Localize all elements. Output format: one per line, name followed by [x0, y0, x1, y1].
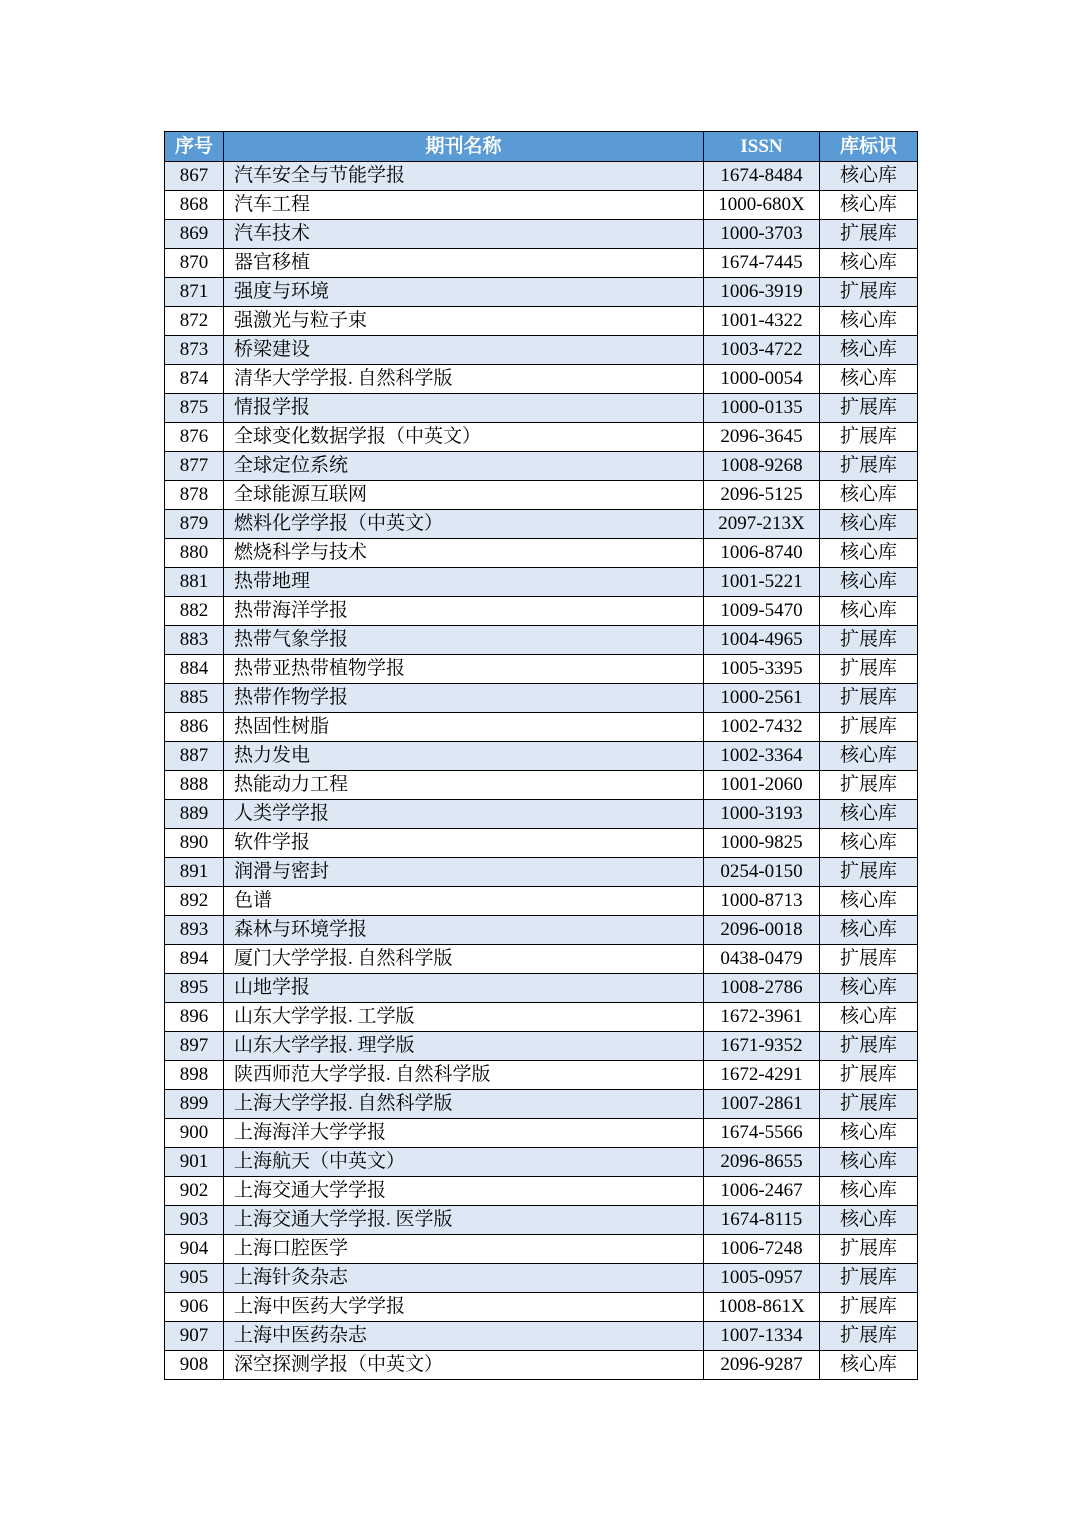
row-index: 881 — [165, 568, 224, 597]
row-library: 核心库 — [820, 597, 918, 626]
row-library: 核心库 — [820, 539, 918, 568]
row-index: 880 — [165, 539, 224, 568]
row-library: 核心库 — [820, 1148, 918, 1177]
row-index: 867 — [165, 162, 224, 191]
row-issn: 1002-3364 — [704, 742, 820, 771]
table-row — [165, 307, 918, 336]
row-index: 877 — [165, 452, 224, 481]
row-library: 核心库 — [820, 568, 918, 597]
row-issn: 1000-3703 — [704, 220, 820, 249]
row-issn: 1008-9268 — [704, 452, 820, 481]
row-journal-name: 上海交通大学学报 — [224, 1177, 704, 1206]
row-issn: 1001-4322 — [704, 307, 820, 336]
header-issn: ISSN — [704, 132, 820, 162]
table-row — [165, 771, 918, 800]
row-library: 扩展库 — [820, 684, 918, 713]
table-row — [165, 1148, 918, 1177]
row-journal-name: 全球定位系统 — [224, 452, 704, 481]
row-index: 901 — [165, 1148, 224, 1177]
table-row — [165, 394, 918, 423]
row-library: 扩展库 — [820, 394, 918, 423]
row-journal-name: 清华大学学报. 自然科学版 — [224, 365, 704, 394]
row-issn: 1001-5221 — [704, 568, 820, 597]
table-row — [165, 1235, 918, 1264]
row-index: 872 — [165, 307, 224, 336]
table-row — [165, 742, 918, 771]
row-library: 扩展库 — [820, 1322, 918, 1351]
row-issn: 1674-7445 — [704, 249, 820, 278]
row-journal-name: 深空探测学报（中英文） — [224, 1351, 704, 1380]
row-library: 扩展库 — [820, 220, 918, 249]
row-journal-name: 全球变化数据学报（中英文） — [224, 423, 704, 452]
row-issn: 1671-9352 — [704, 1032, 820, 1061]
row-index: 902 — [165, 1177, 224, 1206]
row-index: 897 — [165, 1032, 224, 1061]
row-journal-name: 山东大学学报. 工学版 — [224, 1003, 704, 1032]
row-journal-name: 热力发电 — [224, 742, 704, 771]
table-row — [165, 1119, 918, 1148]
table-row — [165, 1322, 918, 1351]
row-index: 900 — [165, 1119, 224, 1148]
table-row — [165, 336, 918, 365]
row-library: 核心库 — [820, 249, 918, 278]
row-journal-name: 上海交通大学学报. 医学版 — [224, 1206, 704, 1235]
row-library: 核心库 — [820, 800, 918, 829]
row-index: 873 — [165, 336, 224, 365]
header-index: 序号 — [165, 132, 224, 162]
row-library: 扩展库 — [820, 655, 918, 684]
row-issn: 1008-861X — [704, 1293, 820, 1322]
row-issn: 1007-2861 — [704, 1090, 820, 1119]
row-library: 核心库 — [820, 829, 918, 858]
table-row — [165, 800, 918, 829]
table-row — [165, 162, 918, 191]
row-index: 871 — [165, 278, 224, 307]
row-journal-name: 上海大学学报. 自然科学版 — [224, 1090, 704, 1119]
row-library: 扩展库 — [820, 945, 918, 974]
row-issn: 1000-9825 — [704, 829, 820, 858]
row-index: 889 — [165, 800, 224, 829]
row-index: 888 — [165, 771, 224, 800]
table-row — [165, 829, 918, 858]
table-row — [165, 945, 918, 974]
row-journal-name: 器官移植 — [224, 249, 704, 278]
row-journal-name: 上海中医药大学学报 — [224, 1293, 704, 1322]
table-row — [165, 1264, 918, 1293]
row-issn: 1000-3193 — [704, 800, 820, 829]
row-index: 899 — [165, 1090, 224, 1119]
row-issn: 2097-213X — [704, 510, 820, 539]
row-issn: 1006-7248 — [704, 1235, 820, 1264]
table-row — [165, 568, 918, 597]
table-row — [165, 626, 918, 655]
row-issn: 1006-3919 — [704, 278, 820, 307]
table-row — [165, 1090, 918, 1119]
row-library: 核心库 — [820, 887, 918, 916]
row-library: 扩展库 — [820, 626, 918, 655]
row-journal-name: 山地学报 — [224, 974, 704, 1003]
row-journal-name: 色谱 — [224, 887, 704, 916]
row-index: 904 — [165, 1235, 224, 1264]
table-row — [165, 423, 918, 452]
table-row — [165, 858, 918, 887]
row-index: 884 — [165, 655, 224, 684]
row-journal-name: 全球能源互联网 — [224, 481, 704, 510]
row-index: 894 — [165, 945, 224, 974]
row-journal-name: 润滑与密封 — [224, 858, 704, 887]
row-journal-name: 燃烧科学与技术 — [224, 539, 704, 568]
row-library: 扩展库 — [820, 1264, 918, 1293]
row-issn: 1000-0135 — [704, 394, 820, 423]
row-index: 885 — [165, 684, 224, 713]
row-index: 892 — [165, 887, 224, 916]
row-issn: 1004-4965 — [704, 626, 820, 655]
row-library: 核心库 — [820, 162, 918, 191]
table-row — [165, 974, 918, 1003]
row-journal-name: 上海中医药杂志 — [224, 1322, 704, 1351]
row-journal-name: 热带海洋学报 — [224, 597, 704, 626]
row-library: 扩展库 — [820, 1061, 918, 1090]
row-library: 核心库 — [820, 742, 918, 771]
table-row — [165, 655, 918, 684]
row-journal-name: 桥梁建设 — [224, 336, 704, 365]
table-header — [165, 132, 918, 162]
table-row — [165, 1177, 918, 1206]
row-index: 870 — [165, 249, 224, 278]
row-journal-name: 强度与环境 — [224, 278, 704, 307]
table-row — [165, 1003, 918, 1032]
row-journal-name: 软件学报 — [224, 829, 704, 858]
row-journal-name: 厦门大学学报. 自然科学版 — [224, 945, 704, 974]
row-journal-name: 热带作物学报 — [224, 684, 704, 713]
row-library: 扩展库 — [820, 452, 918, 481]
row-index: 879 — [165, 510, 224, 539]
row-library: 扩展库 — [820, 1090, 918, 1119]
header-row — [165, 132, 918, 162]
row-issn: 1672-4291 — [704, 1061, 820, 1090]
table-row — [165, 713, 918, 742]
row-issn: 1008-2786 — [704, 974, 820, 1003]
row-library: 扩展库 — [820, 771, 918, 800]
table-row — [165, 452, 918, 481]
row-library: 核心库 — [820, 1177, 918, 1206]
table-row — [165, 597, 918, 626]
row-library: 核心库 — [820, 1351, 918, 1380]
header-journal-name: 期刊名称 — [224, 132, 704, 162]
row-library: 核心库 — [820, 365, 918, 394]
row-issn: 2096-9287 — [704, 1351, 820, 1380]
row-journal-name: 人类学学报 — [224, 800, 704, 829]
row-journal-name: 强激光与粒子束 — [224, 307, 704, 336]
row-index: 875 — [165, 394, 224, 423]
table-row — [165, 887, 918, 916]
table-row — [165, 1351, 918, 1380]
row-issn: 1003-4722 — [704, 336, 820, 365]
row-index: 908 — [165, 1351, 224, 1380]
row-library: 核心库 — [820, 481, 918, 510]
row-library: 核心库 — [820, 307, 918, 336]
table-row — [165, 1061, 918, 1090]
table-row — [165, 220, 918, 249]
row-index: 905 — [165, 1264, 224, 1293]
row-journal-name: 上海口腔医学 — [224, 1235, 704, 1264]
row-issn: 1674-8115 — [704, 1206, 820, 1235]
row-index: 891 — [165, 858, 224, 887]
row-library: 扩展库 — [820, 713, 918, 742]
row-index: 886 — [165, 713, 224, 742]
row-library: 扩展库 — [820, 278, 918, 307]
table-row — [165, 1293, 918, 1322]
row-index: 882 — [165, 597, 224, 626]
row-library: 核心库 — [820, 1206, 918, 1235]
table-row — [165, 916, 918, 945]
table-row — [165, 510, 918, 539]
table-row — [165, 249, 918, 278]
row-journal-name: 情报学报 — [224, 394, 704, 423]
row-journal-name: 热固性树脂 — [224, 713, 704, 742]
row-journal-name: 上海针灸杂志 — [224, 1264, 704, 1293]
row-journal-name: 汽车安全与节能学报 — [224, 162, 704, 191]
table-body — [165, 162, 918, 1380]
table-row — [165, 684, 918, 713]
row-library: 核心库 — [820, 1119, 918, 1148]
row-issn: 1005-0957 — [704, 1264, 820, 1293]
row-issn: 1001-2060 — [704, 771, 820, 800]
row-journal-name: 山东大学学报. 理学版 — [224, 1032, 704, 1061]
row-journal-name: 陕西师范大学学报. 自然科学版 — [224, 1061, 704, 1090]
table-row — [165, 481, 918, 510]
row-index: 906 — [165, 1293, 224, 1322]
row-issn: 1006-8740 — [704, 539, 820, 568]
row-library: 核心库 — [820, 510, 918, 539]
row-library: 核心库 — [820, 974, 918, 1003]
table-row — [165, 1206, 918, 1235]
row-issn: 1674-5566 — [704, 1119, 820, 1148]
row-issn: 1005-3395 — [704, 655, 820, 684]
row-index: 874 — [165, 365, 224, 394]
row-index: 903 — [165, 1206, 224, 1235]
row-issn: 1007-1334 — [704, 1322, 820, 1351]
table-row — [165, 365, 918, 394]
row-journal-name: 燃料化学学报（中英文） — [224, 510, 704, 539]
row-journal-name: 汽车技术 — [224, 220, 704, 249]
row-index: 907 — [165, 1322, 224, 1351]
row-issn: 1009-5470 — [704, 597, 820, 626]
row-issn: 1002-7432 — [704, 713, 820, 742]
row-journal-name: 上海航天（中英文） — [224, 1148, 704, 1177]
row-issn: 1000-8713 — [704, 887, 820, 916]
row-issn: 1674-8484 — [704, 162, 820, 191]
row-journal-name: 汽车工程 — [224, 191, 704, 220]
header-library: 库标识 — [820, 132, 918, 162]
row-index: 895 — [165, 974, 224, 1003]
row-issn: 2096-3645 — [704, 423, 820, 452]
journal-table — [164, 131, 918, 1380]
row-library: 核心库 — [820, 916, 918, 945]
row-index: 868 — [165, 191, 224, 220]
row-issn: 1006-2467 — [704, 1177, 820, 1206]
row-issn: 1000-0054 — [704, 365, 820, 394]
table-row — [165, 278, 918, 307]
row-journal-name: 森林与环境学报 — [224, 916, 704, 945]
row-index: 898 — [165, 1061, 224, 1090]
row-library: 核心库 — [820, 1003, 918, 1032]
row-issn: 2096-5125 — [704, 481, 820, 510]
row-issn: 1672-3961 — [704, 1003, 820, 1032]
row-library: 扩展库 — [820, 1293, 918, 1322]
row-index: 887 — [165, 742, 224, 771]
row-library: 扩展库 — [820, 1032, 918, 1061]
row-library: 扩展库 — [820, 423, 918, 452]
row-journal-name: 热带亚热带植物学报 — [224, 655, 704, 684]
row-journal-name: 热带地理 — [224, 568, 704, 597]
row-library: 扩展库 — [820, 1235, 918, 1264]
row-issn: 0254-0150 — [704, 858, 820, 887]
row-issn: 0438-0479 — [704, 945, 820, 974]
row-index: 869 — [165, 220, 224, 249]
row-library: 核心库 — [820, 191, 918, 220]
row-index: 893 — [165, 916, 224, 945]
row-index: 883 — [165, 626, 224, 655]
table-row — [165, 539, 918, 568]
row-issn: 1000-2561 — [704, 684, 820, 713]
row-library: 扩展库 — [820, 858, 918, 887]
row-issn: 2096-8655 — [704, 1148, 820, 1177]
row-journal-name: 热带气象学报 — [224, 626, 704, 655]
table-row — [165, 1032, 918, 1061]
row-library: 核心库 — [820, 336, 918, 365]
row-index: 896 — [165, 1003, 224, 1032]
row-journal-name: 热能动力工程 — [224, 771, 704, 800]
row-index: 878 — [165, 481, 224, 510]
row-issn: 2096-0018 — [704, 916, 820, 945]
row-index: 890 — [165, 829, 224, 858]
row-index: 876 — [165, 423, 224, 452]
row-journal-name: 上海海洋大学学报 — [224, 1119, 704, 1148]
table-row — [165, 191, 918, 220]
row-issn: 1000-680X — [704, 191, 820, 220]
